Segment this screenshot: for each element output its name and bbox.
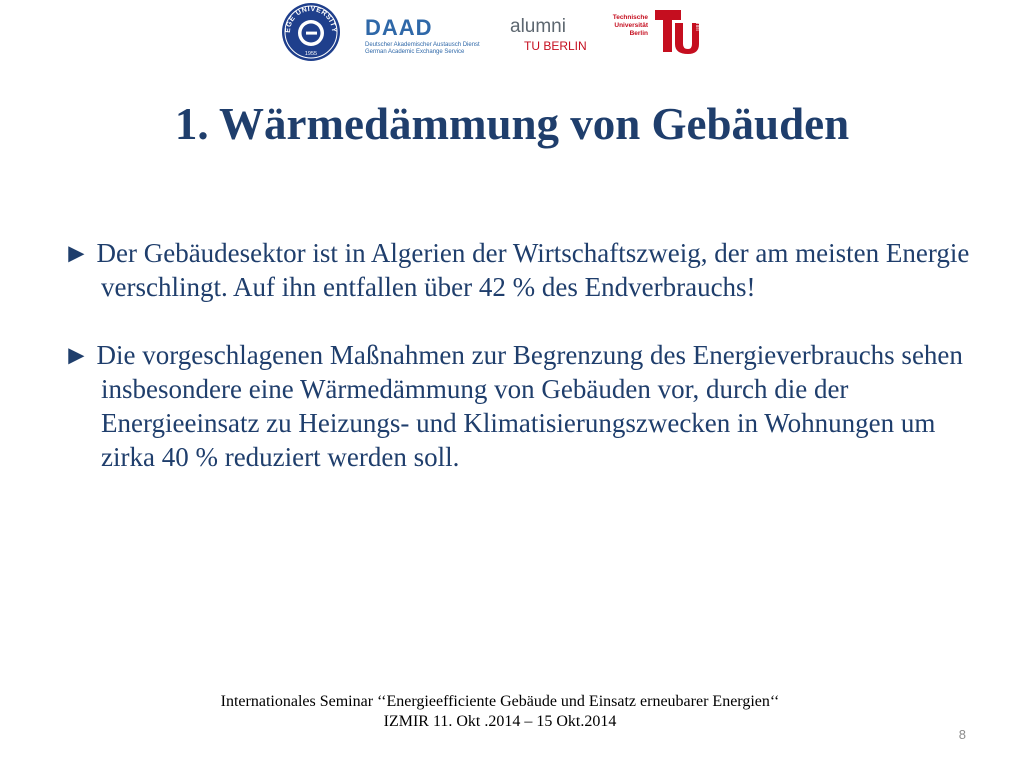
daad-logo-title: DAAD (365, 15, 433, 40)
bullet-marker: ► (63, 340, 90, 370)
alumni-logo-word: alumni (510, 16, 566, 37)
ege-logo-label: EGE UNIVERSITY (284, 5, 338, 34)
bullet-item (63, 338, 983, 474)
tu-logo-mark-text: berlin (694, 16, 700, 31)
daad-subtitle-line-1: Deutscher Akademischer Austausch Dienst (365, 42, 480, 48)
tu-logo-mark (653, 8, 701, 54)
alumni-logo-org: TU BERLIN (524, 39, 587, 53)
tu-logo-line-3: Berlin (629, 30, 648, 37)
page-number: 8 (958, 727, 966, 742)
ege-logo-year: 1955 (304, 51, 318, 57)
bullet-list (63, 236, 983, 508)
bullet-text: Die vorgeschlagenen Maßnahmen zur Begrenzung des Energieverbrauchs sehen insbesondere eine Wärmedämmung von Gebäuden vor, durch die der Energieeinsatz zu Heizungs- und Klimatisierungszwecken in Wohnungen um zirka 40 % reduziert werden soll. (96, 340, 963, 472)
tu-logo-line-2: Universität (614, 22, 648, 29)
daad-logo (363, 17, 493, 57)
alumni-tu-berlin-logo (510, 17, 590, 57)
daad-subtitle-line-2: German Academic Exchange Service (365, 49, 465, 55)
slide-title: 1. Wärmedämmung von Gebäuden (174, 99, 850, 149)
bullet-item (63, 236, 983, 304)
footer-seminar-title: Internationales Seminar ‘‘Energieefficiente Gebäude und Einsatz erneubarer Energien‘‘ (220, 693, 780, 710)
logo-bar (0, 0, 1024, 68)
tu-logo-line-1: Technische (612, 14, 648, 21)
bullet-marker: ► (63, 238, 90, 268)
ege-university-logo (281, 2, 341, 62)
tu-logo-text (608, 14, 648, 38)
daad-logo-subtitle (365, 42, 480, 56)
bullet-text: Der Gebäudesektor ist in Algerien der Wirtschaftszweig, der am meisten Energie verschlingt. Auf ihn entfallen über 42 % des Endverbrauchs! (96, 238, 970, 302)
tu-berlin-logo (608, 8, 700, 60)
footer-date-location: IZMIR 11. Okt .2014 – 15 Okt.2014 (383, 713, 617, 730)
slide-footer (0, 692, 1000, 732)
